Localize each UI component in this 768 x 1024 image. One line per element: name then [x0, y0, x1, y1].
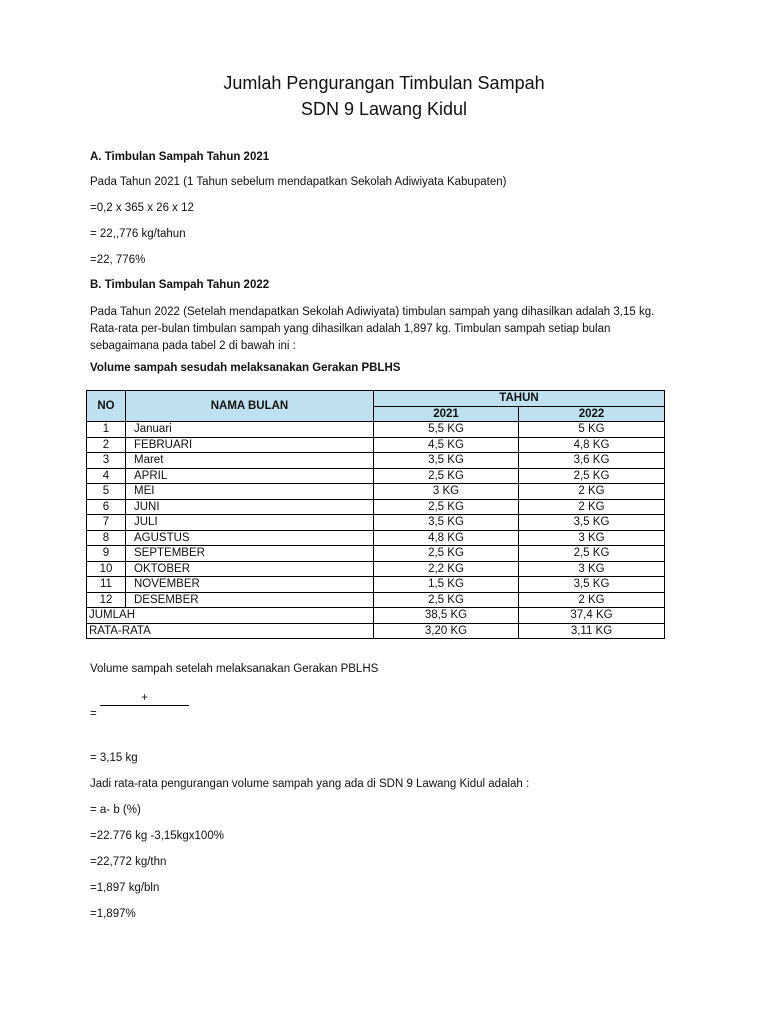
row-no: 7: [87, 515, 126, 531]
row-2022: 3,5 KG: [519, 577, 665, 593]
row-month: JULI: [126, 515, 374, 531]
row-2021: 2,2 KG: [374, 561, 519, 577]
table-row: [87, 530, 665, 546]
table-row: [87, 484, 665, 500]
section-a-line-2: =0,2 x 365 x 26 x 12: [90, 202, 194, 214]
row-2021: 3 KG: [374, 484, 519, 500]
row-month: JUNI: [126, 499, 374, 515]
section-a-line-1: Pada Tahun 2021 (1 Tahun sebelum mendapatkan Sekolah Adiwiyata Kabupaten): [90, 176, 507, 188]
row-2021: 3,5 KG: [374, 453, 519, 469]
row-month: DESEMBER: [126, 592, 374, 608]
row-no: 5: [87, 484, 126, 500]
row-2021: 2,5 KG: [374, 468, 519, 484]
header-year-2021: 2021: [374, 406, 519, 422]
row-2021: 1,5 KG: [374, 577, 519, 593]
header-year-group: TAHUN: [374, 391, 665, 407]
document-title-line-2: SDN 9 Lawang Kidul: [300, 99, 468, 119]
row-no: 12: [87, 592, 126, 608]
row-2021: 2,5 KG: [374, 592, 519, 608]
header-no: NO: [87, 391, 126, 422]
table-row: [87, 468, 665, 484]
section-a-line-3: = 22,,776 kg/tahun: [90, 228, 186, 240]
row-no: 8: [87, 530, 126, 546]
step-5: =1,897%: [90, 908, 136, 920]
row-no: 3: [87, 453, 126, 469]
table-row: [87, 422, 665, 438]
waste-volume-table: [86, 390, 665, 639]
after-caption: Volume sampah setelah melaksanakan Gerakan PBLHS: [90, 663, 379, 675]
section-a-line-4: =22, 776%: [90, 254, 146, 266]
step-4: =1,897 kg/bln: [90, 882, 160, 894]
fraction-numerator: +: [100, 691, 189, 706]
section-b-paragraph: Pada Tahun 2022 (Setelah mendapatkan Sekolah Adiwiyata) timbulan sampah yang dihasilkan adalah 3,15 kg. Rata-rata per-bulan timbulan sampah yang dihasilkan adalah 1,897 kg. Timbulan sampah setiap bulan sebagaimana pada tabel 2 di bawah ini :: [90, 306, 655, 352]
row-2021: 2,5 KG: [374, 546, 519, 562]
row-2022: 3,5 KG: [519, 515, 665, 531]
row-no: 6: [87, 499, 126, 515]
table-average-row: [87, 623, 665, 639]
section-a-heading: A. Timbulan Sampah Tahun 2021: [90, 151, 270, 163]
table-row: [87, 592, 665, 608]
row-no: 2: [87, 437, 126, 453]
row-no: 9: [87, 546, 126, 562]
section-b-heading: B. Timbulan Sampah Tahun 2022: [90, 279, 270, 291]
row-month: AGUSTUS: [126, 530, 374, 546]
table-row: [87, 577, 665, 593]
row-2021: 2,5 KG: [374, 499, 519, 515]
total-label: JUMLAH: [87, 608, 374, 624]
row-2021: 3,5 KG: [374, 515, 519, 531]
fraction-equals: =: [90, 708, 97, 720]
row-2022: 3 KG: [519, 530, 665, 546]
table-row: [87, 546, 665, 562]
row-2022: 4,8 KG: [519, 437, 665, 453]
total-2021: 38,5 KG: [374, 608, 519, 624]
average-2022: 3,11 KG: [519, 623, 665, 639]
average-label: RATA-RATA: [87, 623, 374, 639]
row-2021: 5,5 KG: [374, 422, 519, 438]
row-month: FEBRUARI: [126, 437, 374, 453]
table-row: [87, 453, 665, 469]
table-row: [87, 499, 665, 515]
row-month: APRIL: [126, 468, 374, 484]
row-no: 11: [87, 577, 126, 593]
row-month: OKTOBER: [126, 561, 374, 577]
row-month: SEPTEMBER: [126, 546, 374, 562]
row-2022: 2 KG: [519, 484, 665, 500]
step-1: = a- b (%): [90, 804, 141, 816]
total-2022: 37,4 KG: [519, 608, 665, 624]
conclusion-line: Jadi rata-rata pengurangan volume sampah yang ada di SDN 9 Lawang Kidul adalah :: [90, 778, 530, 790]
step-2: =22.776 kg -3,15kgx100%: [90, 830, 224, 842]
row-month: Januari: [126, 422, 374, 438]
step-3: =22,772 kg/thn: [90, 856, 167, 868]
row-month: NOVEMBER: [126, 577, 374, 593]
row-2022: 2 KG: [519, 499, 665, 515]
header-month: NAMA BULAN: [126, 391, 374, 422]
table-row: [87, 515, 665, 531]
row-2022: 2,5 KG: [519, 546, 665, 562]
row-2021: 4,8 KG: [374, 530, 519, 546]
table-total-row: [87, 608, 665, 624]
row-no: 10: [87, 561, 126, 577]
row-2021: 4,5 KG: [374, 437, 519, 453]
table-row: [87, 561, 665, 577]
row-month: Maret: [126, 453, 374, 469]
row-2022: 2 KG: [519, 592, 665, 608]
row-2022: 3 KG: [519, 561, 665, 577]
row-2022: 3,6 KG: [519, 453, 665, 469]
document-title-line-1: Jumlah Pengurangan Timbulan Sampah: [223, 73, 545, 93]
row-no: 1: [87, 422, 126, 438]
result-line: = 3,15 kg: [90, 752, 138, 764]
header-year-2022: 2022: [519, 406, 665, 422]
row-2022: 2,5 KG: [519, 468, 665, 484]
row-2022: 5 KG: [519, 422, 665, 438]
table-caption: Volume sampah sesudah melaksanakan Gerakan PBLHS: [90, 362, 401, 374]
row-month: MEI: [126, 484, 374, 500]
row-no: 4: [87, 468, 126, 484]
table-row: [87, 437, 665, 453]
table-body: [87, 422, 665, 608]
average-2021: 3,20 KG: [374, 623, 519, 639]
